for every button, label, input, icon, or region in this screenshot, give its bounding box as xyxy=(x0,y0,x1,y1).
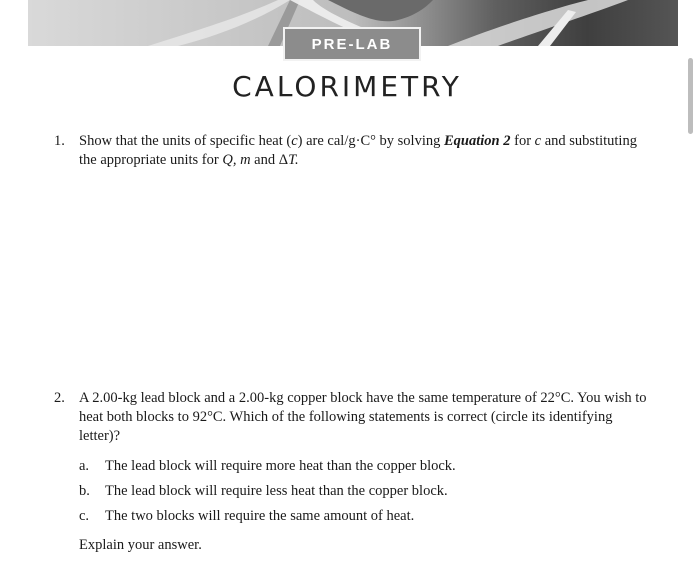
option-letter: b. xyxy=(79,483,90,499)
text-run: and Δ xyxy=(250,152,289,168)
option-letter: c. xyxy=(79,508,90,524)
option-text: The lead block will require less heat than the copper block. xyxy=(105,483,448,499)
text-run: Show that the units of specific heat ( xyxy=(79,133,292,149)
text-run-italic: T. xyxy=(288,152,299,168)
question-number: 2. xyxy=(54,390,65,406)
text-run-italic: Q, m xyxy=(222,152,251,168)
text-run: ) are cal/g·C° by solving xyxy=(297,133,444,149)
text-run: for xyxy=(510,133,535,149)
equation-reference: Equation 2 xyxy=(444,133,511,149)
question-text xyxy=(79,132,649,170)
text-run-italic: c xyxy=(291,133,298,149)
option-text: The two blocks will require the same amount of heat. xyxy=(105,508,415,524)
option-text: The lead block will require more heat than the copper block. xyxy=(105,458,456,474)
explain-prompt: Explain your answer. xyxy=(79,537,202,553)
pre-lab-tag: PRE-LAB xyxy=(283,27,421,61)
text-run-italic: c xyxy=(534,133,542,149)
option-letter: a. xyxy=(79,458,90,474)
page-title: CALORIMETRY xyxy=(232,70,462,103)
scrollbar-thumb[interactable] xyxy=(688,58,693,134)
question-text: A 2.00-kg lead block and a 2.00-kg copper block have the same temperature of 22°C. You wish to heat both blocks to 92°C. Which of the following statements is correct (circle its identifying letter)? xyxy=(79,390,647,444)
text-run: and substituting the appropriate units for xyxy=(79,133,637,168)
question-number: 1. xyxy=(54,133,65,149)
